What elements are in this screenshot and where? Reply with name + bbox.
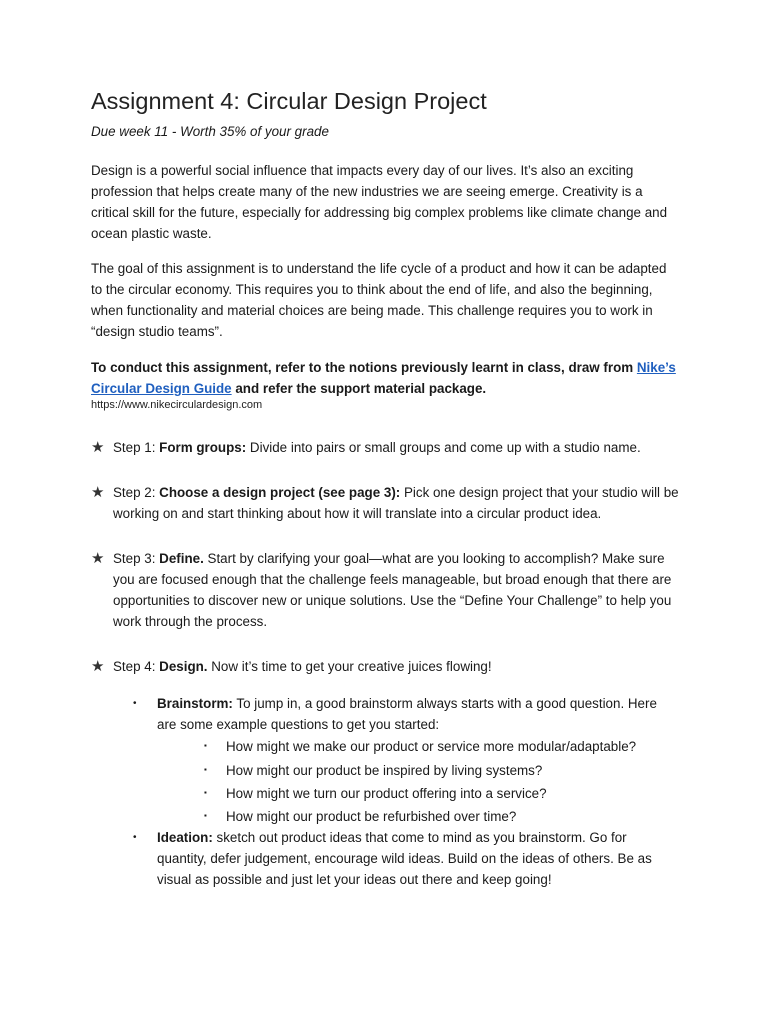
source-url: https://www.nikecirculardesign.com	[91, 399, 263, 411]
star-icon: ★	[91, 439, 105, 456]
question-text: How might we make our product or service more modular/adaptable?	[226, 739, 637, 754]
step-prefix: Step 3:	[113, 551, 160, 566]
step-label: Design.	[159, 659, 208, 674]
step-prefix: Step 2:	[113, 485, 160, 500]
step-4	[91, 656, 681, 677]
goal-paragraph: The goal of this assignment is to understand the life cycle of a product and how it can be adapted to the circular economy. This requires you to think about the end of life, and also the beginning, when functionality and material choices are being made. This challenge requires you to work in “design studio teams”.	[91, 261, 667, 339]
step-description: Divide into pairs or small groups and come up with a studio name.	[246, 440, 641, 455]
step-prefix: Step 4:	[113, 659, 160, 674]
instruction-text-start: To conduct this assignment, refer to the notions previously learnt in class, draw from	[91, 360, 637, 375]
nike-circular-design-guide-link[interactable]: Nike’s Circular Design Guide	[91, 360, 676, 396]
bullet-dot-icon: ▪	[204, 788, 207, 797]
question-item	[204, 736, 686, 757]
step-label: Form groups:	[159, 440, 247, 455]
question-text: How might our product be inspired by living systems?	[226, 763, 543, 778]
question-item	[204, 760, 686, 781]
star-icon: ★	[91, 658, 105, 675]
step-2-text	[113, 482, 681, 524]
instruction-paragraph	[91, 357, 681, 399]
step-label: Choose a design project (see page 3):	[159, 485, 401, 500]
instruction-text-end: and refer the support material package.	[231, 381, 487, 396]
star-icon: ★	[91, 484, 105, 501]
bullet-dot-icon: ▪	[204, 811, 207, 820]
step-1	[91, 437, 681, 458]
page-title: Assignment 4: Circular Design Project	[91, 88, 487, 114]
step-1-text	[113, 437, 681, 458]
step-3-text	[113, 548, 681, 632]
step-4-text	[113, 656, 681, 677]
step-label: Define.	[159, 551, 204, 566]
bullet-dot-icon: •	[133, 698, 137, 709]
step-description: Start by clarifying your goal—what are you looking to accomplish? Make sure you are focused enough that the challenge feels manageable, but broad enough that there are opportunities to discover new or unique solutions. Use the “Define Your Challenge” to help you work through the process.	[113, 551, 672, 629]
step-3	[91, 548, 681, 632]
question-item	[204, 806, 686, 827]
step-description: Now it’s time to get your creative juices flowing!	[207, 659, 492, 674]
bullet-dot-icon: •	[133, 832, 137, 843]
step-2	[91, 482, 681, 524]
bullet-text: To jump in, a good brainstorm always starts with a good question. Here are some example questions to get you started:	[157, 696, 657, 732]
step-description: Pick one design project that your studio will be working on and start thinking about how it will translate into a circular product idea.	[113, 485, 679, 521]
question-text: How might we turn our product offering into a service?	[226, 786, 547, 801]
question-item	[204, 783, 686, 804]
bullet-dot-icon: ▪	[204, 741, 207, 750]
intro-paragraph: Design is a powerful social influence that impacts every day of our lives. It’s also an exciting profession that helps create many of the new industries we are seeing emerge. Creativity is a critical skill for the future, especially for addressing big complex problems like climate change and ocean plastic waste.	[91, 163, 668, 241]
step-prefix: Step 1:	[113, 440, 160, 455]
brainstorm-bullet	[133, 693, 677, 735]
bullet-text: sketch out product ideas that come to mind as you brainstorm. Go for quantity, defer judgement, encourage wild ideas. Build on the ideas of others. Be as visual as possible and just let your ideas out there and keep going!	[157, 830, 652, 887]
bullet-label: Ideation:	[157, 830, 213, 845]
due-date-subtitle: Due week 11 - Worth 35% of your grade	[91, 124, 329, 139]
star-icon: ★	[91, 550, 105, 567]
bullet-dot-icon: ▪	[204, 765, 207, 774]
question-text: How might our product be refurbished over time?	[226, 809, 517, 824]
bullet-label: Brainstorm:	[157, 696, 233, 711]
ideation-bullet	[133, 827, 677, 890]
